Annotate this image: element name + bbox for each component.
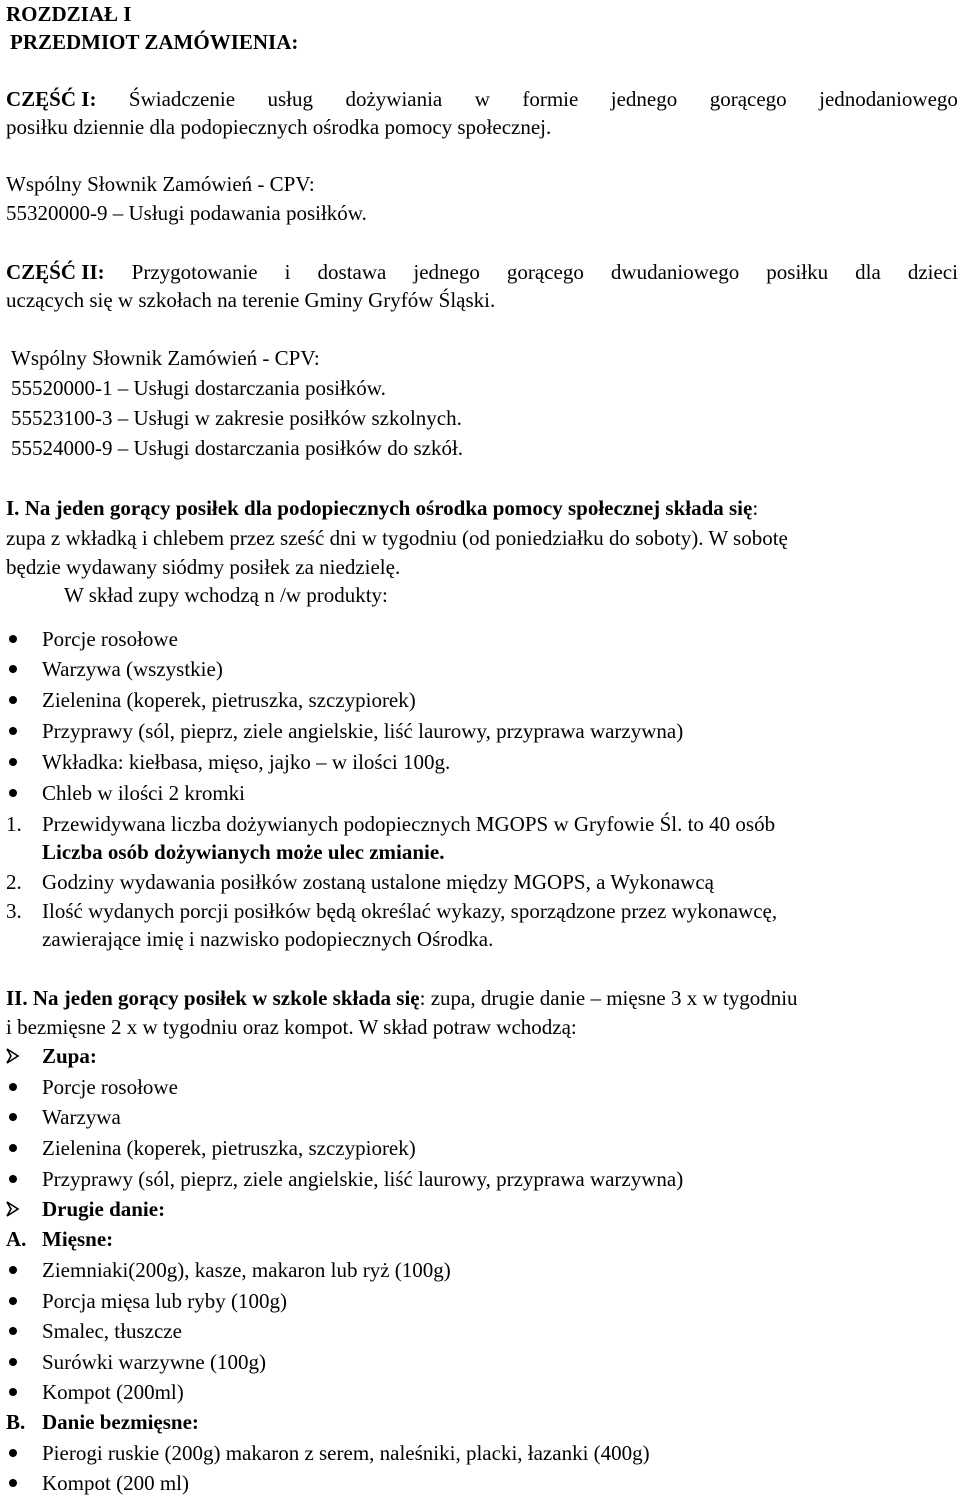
- part2-label: CZĘŚĆ II:: [6, 260, 105, 284]
- section1-intro: I. Na jeden gorący posiłek dla podopiecznych ośrodka pomocy społecznej składa się:: [6, 496, 759, 520]
- arrow-right-icon: [6, 1047, 26, 1065]
- bullet-icon: [9, 789, 17, 797]
- bullet-icon: [9, 1266, 17, 1274]
- bullet-icon: [9, 1175, 17, 1183]
- bullet-icon: [9, 1083, 17, 1091]
- section1-line3: będzie wydawany siódmy posiłek za niedzielę.: [6, 555, 401, 579]
- part1-label: CZĘŚĆ I:: [6, 87, 97, 111]
- part2-cpv-item: 55520000-1 – Usługi dostarczania posiłków.: [11, 376, 386, 400]
- part1-line1: CZĘŚĆ I: Świadczenie usług dożywiania w formie jednego gorącego jednodaniowego: [6, 87, 958, 111]
- part1-cpv-item: 55320000-9 – Usługi podawania posiłków.: [6, 201, 367, 225]
- section1-line2: zupa z wkładką i chlebem przez sześć dni w tygodniu (od poniedziałku do soboty). W sobotę: [6, 526, 788, 550]
- part1-cpv-title: Wspólny Słownik Zamówień - CPV:: [6, 172, 315, 196]
- part2-line1: CZĘŚĆ II: Przygotowanie i dostawa jednego gorącego dwudaniowego posiłku dla dzieci: [6, 260, 958, 284]
- part2-cpv-title: Wspólny Słownik Zamówień - CPV:: [11, 346, 320, 370]
- bullet-icon: [9, 1113, 17, 1121]
- section2-line2: i bezmięsne 2 x w tygodniu oraz kompot. W skład potraw wchodzą:: [6, 1015, 577, 1039]
- bullet-icon: [9, 758, 17, 766]
- part2-line2: uczących się w szkołach na terenie Gminy Gryfów Śląski.: [6, 288, 496, 312]
- products-title: W skład zupy wchodzą n /w produkty:: [64, 583, 388, 607]
- part1-line2: posiłku dziennie dla podopiecznych ośrodka pomocy społecznej.: [6, 115, 552, 139]
- chapter-heading: ROZDZIAŁ I: [6, 2, 132, 26]
- bullet-icon: [9, 665, 17, 673]
- bullet-icon: [9, 1144, 17, 1152]
- part2-cpv-item: 55524000-9 – Usługi dostarczania posiłków do szkół.: [11, 436, 464, 460]
- bullet-icon: [9, 635, 17, 643]
- section2-intro: II. Na jeden gorący posiłek w szkole składa się: zupa, drugie danie – mięsne 3 x w tygodniu: [6, 986, 798, 1010]
- part2-cpv-item: 55523100-3 – Usługi w zakresie posiłków szkolnych.: [11, 406, 462, 430]
- chapter-subheading: PRZEDMIOT ZAMÓWIENIA:: [10, 30, 299, 54]
- bullet-icon: [9, 727, 17, 735]
- bullet-icon: [9, 1449, 17, 1457]
- bullet-icon: [9, 1358, 17, 1366]
- bullet-icon: [9, 696, 17, 704]
- arrow-right-icon: [6, 1200, 26, 1218]
- bullet-icon: [9, 1388, 17, 1396]
- bullet-icon: [9, 1297, 17, 1305]
- bullet-icon: [9, 1479, 17, 1487]
- bullet-icon: [9, 1327, 17, 1335]
